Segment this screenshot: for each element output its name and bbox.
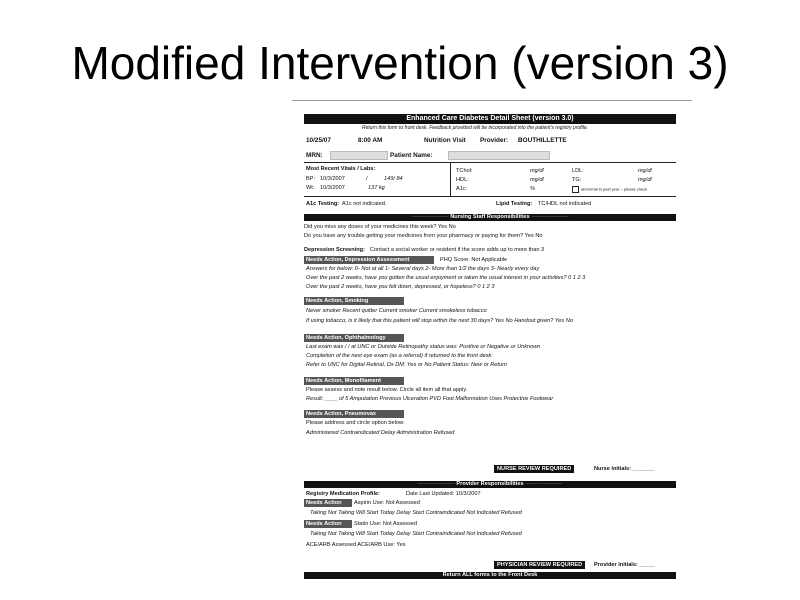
vitals-bottom-border — [304, 196, 676, 197]
bp-label: BP: — [306, 176, 316, 182]
nursing-header — [304, 214, 676, 221]
a1c-testing-label: A1c Testing: — [306, 201, 340, 207]
ldl-label: LDL: — [572, 168, 584, 174]
tchol-unit: mg/dl — [530, 168, 544, 174]
nurse-review-required: NURSE REVIEW REQUIRED — [494, 465, 574, 473]
provider-header-text: Provider Responsibilities — [456, 481, 524, 487]
provider-header — [304, 481, 676, 488]
interest-question: Over the past 2 weeks, have you gotten the usual enjoyment or taken the usual interest in your activities? 0 1 2 3 — [306, 275, 586, 281]
smoking-action-bar: Needs Action, Smoking — [304, 297, 404, 305]
ophthalmology-action-bar: Needs Action, Ophthalmology — [304, 334, 404, 342]
answer-scale: Answers for below: 0- Not at all 1- Several days 2- More than 1/2 the days 3- Nearly every day — [306, 266, 540, 272]
pharmacy-question: Do you have any trouble getting your medicines from your pharmacy or paying for them? Yes No — [304, 233, 543, 239]
patient-name-label: Patient Name: — [390, 152, 433, 159]
registry-date: Date Last Updated: 10/3/2007 — [406, 491, 481, 497]
bp-value: 149/ 84 — [384, 176, 403, 182]
wt-label: Wt: — [306, 185, 315, 191]
missed-doses-question: Did you miss any doses of your medicines this week? Yes No — [304, 224, 456, 230]
provider-initials: Provider initials: _____ — [594, 562, 655, 568]
provider-name: BOUTHILLETTE — [518, 137, 567, 144]
statin-options: Taking Not Taking Will Start Today Delay Start Contraindicated Not Indicated Refused — [310, 531, 522, 537]
a1c-label: A1c: — [456, 186, 468, 192]
tg-label: TG: — [572, 177, 582, 183]
wt-date: 10/3/2007 — [320, 185, 345, 191]
pneumovax-instructions: Please address and circle option below: — [306, 420, 405, 426]
smoking-quit-question: If using tobacco, is it likely that this patient will stop within the next 30 days? Yes No Handout given? Yes No — [306, 318, 573, 324]
slide-title: Modified Intervention (version 3) — [71, 37, 729, 89]
diabetes-detail-sheet — [300, 110, 678, 582]
lipid-testing-value: TC/HDL not indicated — [538, 201, 592, 207]
tg-unit: mg/dl — [638, 177, 652, 183]
mrn-field — [330, 151, 388, 160]
bp-date: 10/3/2007 — [320, 176, 345, 182]
phq-score: PHQ Score: Not Applicable — [440, 257, 508, 263]
provider-dash-right: -------------------- — [525, 481, 563, 487]
patient-name-field — [448, 151, 550, 160]
provider-label: Provider: — [480, 137, 509, 144]
depression-note: Contact a social worker or resident if the score adds up to more than 3 — [370, 247, 545, 253]
vitals-heading: Most Recent Vitals / Labs: — [306, 166, 376, 172]
ace-arb-status: ACE/ARB Assessed ACE/ARB Use: Yes — [306, 542, 406, 548]
lab-check-box[interactable] — [572, 186, 579, 193]
mrn-label: MRN: — [306, 152, 323, 159]
a1c-unit: % — [530, 186, 535, 192]
eye-refer-line: Refer to UNC for Digital Retinal, Dx DM: Yes or No Patient Status: New or Return — [306, 362, 508, 368]
vitals-divider — [450, 162, 451, 196]
provider-dash-left: -------------------- — [417, 481, 455, 487]
pneumovax-action-bar: Needs Action, Pneumovax — [304, 410, 404, 418]
smoking-options: Never smoker Recent quitter Current smoker Current smokeless tobacco — [306, 308, 487, 314]
visit-time: 8:00 AM — [358, 137, 383, 144]
physician-review-required: PHYSICIAN REVIEW REQUIRED — [494, 561, 585, 569]
down-question: Over the past 2 weeks, have you felt down, depressed, or hopeless? 0 1 2 3 — [306, 284, 495, 290]
aspirin-options: Taking Not Taking Will Start Today Delay Start Contraindicated Not Indicated Refused — [310, 510, 522, 516]
statin-action-bar: Needs Action — [304, 520, 352, 528]
aspirin-status: Aspirin Use: Not Assessed — [354, 500, 420, 506]
vitals-top-border — [304, 162, 676, 163]
ldl-unit: mg/dl — [638, 168, 652, 174]
visit-type: Nutrition Visit — [424, 137, 466, 144]
lab-check-text: abnormal in past year – please check — [581, 186, 648, 192]
a1c-testing-value: A1c not indicated. — [342, 201, 387, 207]
bp-separator: / — [366, 176, 368, 182]
return-forms-footer: Return ALL forms to the Front Desk — [304, 572, 676, 579]
hdl-label: HDL: — [456, 177, 469, 183]
monofilament-action-bar: Needs Action, Monofilament — [304, 377, 404, 385]
depression-label: Depression Screening: — [304, 247, 365, 253]
monofilament-instructions: Please assess and note result below. Circle all item all that apply. — [306, 387, 468, 393]
nursing-dash-right: -------------------- — [531, 214, 569, 220]
sheet-title: Enhanced Care Diabetes Detail Sheet (version 3.0) — [304, 114, 676, 124]
wt-value: 137 kg — [368, 185, 385, 191]
aspirin-action-bar: Needs Action — [304, 499, 352, 507]
eye-exam-line: Last exam was / / at UNC or Outside Retinopathy status was: Positive or Negative or Unknown — [306, 344, 541, 350]
hdl-unit: mg/dl — [530, 177, 544, 183]
nursing-dash-left: -------------------- — [411, 214, 449, 220]
title-divider — [292, 100, 692, 101]
monofilament-options: Result: ____ of 5 Amputation Previous Ulceration PVD Foot Malformation Uses Protective Footwear — [306, 396, 554, 402]
nurse-initials: Nurse initials: _______ — [594, 466, 655, 472]
lab-check-row — [572, 186, 647, 193]
statin-status: Statin Use: Not Assessed — [354, 521, 418, 527]
depression-action-bar: Needs Action, Depression Assessment — [304, 256, 434, 264]
pneumovax-options: Administered Contraindicated Delay Administration Refused — [306, 430, 455, 436]
eye-referral-line: Completion of the next eye exam (as a referral) if returned to the front desk: — [306, 353, 493, 359]
visit-date: 10/25/07 — [306, 137, 331, 144]
nursing-header-text: Nursing Staff Responsibilities — [450, 214, 530, 220]
registry-label: Registry Medication Profile: — [306, 491, 380, 497]
lipid-testing-label: Lipid Testing: — [496, 201, 533, 207]
tchol-label: TChol: — [456, 168, 473, 174]
sheet-instructions: Return this form to front desk. Feedback provided will be incorporated into the patient's registry profile. — [362, 125, 589, 131]
